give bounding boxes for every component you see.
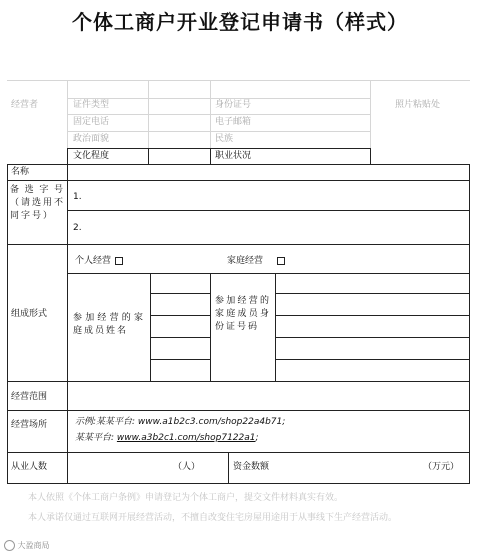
personal-operation-label: 个人经营: [75, 256, 112, 266]
id-no-label: 身份证号: [215, 100, 252, 110]
alt-name-1: 1.: [73, 192, 82, 202]
capital-unit: （万元）: [423, 462, 460, 472]
family-operation-option[interactable]: [227, 256, 285, 267]
place-example-2-suffix: ;: [255, 433, 259, 443]
family-operation-checkbox[interactable]: [277, 257, 285, 265]
education-label: 文化程度: [73, 151, 110, 161]
job-label: 职业状况: [215, 151, 252, 161]
phone-label: 固定电话: [73, 117, 110, 127]
place-example-2-prefix: 某某平台:: [75, 433, 117, 443]
declaration-line-1: 本人依照《个体工商户条例》申请登记为个体工商户，提交文件材料真实有效。: [28, 493, 344, 503]
family-operation-label: 家庭经营: [227, 256, 264, 266]
org-form-label: 组成形式: [11, 309, 48, 319]
alt-name-2: 2.: [73, 223, 82, 233]
political-label: 政治面貌: [73, 134, 110, 144]
place-example-2-link[interactable]: www.a3b2c1.com/shop7122a1: [116, 433, 256, 443]
applicant-label: 经营者: [11, 100, 39, 110]
capital-label: 资金数额: [233, 462, 270, 472]
family-member-id-label: 参加经营的家庭成员身份证号码: [215, 296, 271, 332]
business-scope-label: 经营范围: [11, 392, 48, 402]
place-example-2: [75, 433, 259, 444]
personal-operation-option[interactable]: [75, 256, 123, 267]
id-type-label: 证件类型: [73, 100, 110, 110]
page-title: 个体工商户开业登记申请书（样式）: [72, 10, 408, 34]
alt-name-label: 备选字号（请选用不同字号）: [10, 185, 66, 221]
photo-label: 照片粘贴处: [395, 100, 441, 110]
watermark-text: 大盈商局: [17, 541, 50, 550]
personal-operation-checkbox[interactable]: [115, 257, 123, 265]
place-example-1: 示例:某某平台: www.a1b2c3.com/shop22a4b71;: [75, 417, 286, 427]
declaration-line-2: 本人承诺仅通过互联网开展经营活动，不擅自改变住宅房屋用途用于从事线下生产经营活动。: [28, 513, 398, 523]
name-label: 名称: [11, 167, 30, 177]
staff-count-unit: （人）: [173, 462, 201, 472]
application-form: [7, 80, 470, 554]
ethnicity-label: 民族: [215, 134, 234, 144]
business-place-label: 经营场所: [11, 420, 48, 430]
watermark-logo-icon: [4, 540, 15, 551]
family-member-name-label: 参加经营的家庭成员姓名: [73, 313, 145, 336]
watermark: [4, 540, 50, 551]
staff-count-label: 从业人数: [11, 462, 48, 472]
email-label: 电子邮箱: [215, 117, 252, 127]
